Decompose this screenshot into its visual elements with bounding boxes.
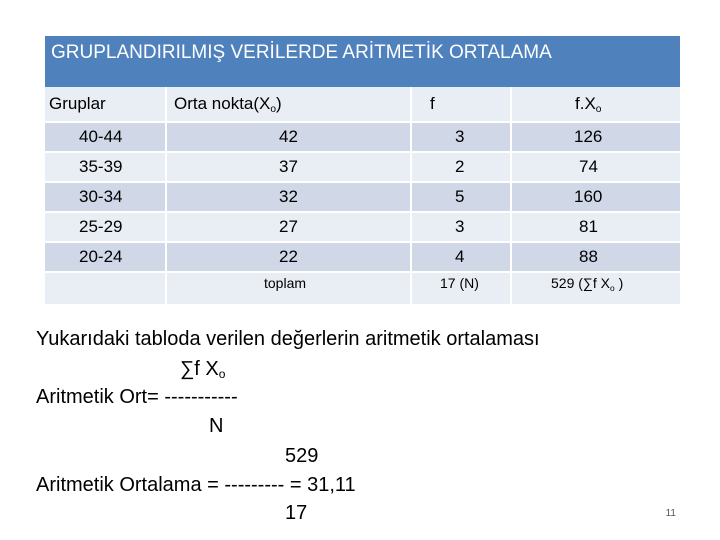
header-frequency: f: [412, 87, 512, 123]
cell-midpoint: 27: [167, 213, 412, 243]
table-header-row: [45, 87, 680, 123]
cell-midpoint: 32: [167, 183, 412, 213]
cell-frequency: 2: [412, 153, 512, 183]
cell-frequency: 3: [412, 213, 512, 243]
data-table: [45, 87, 680, 306]
result-label: Aritmetik Ortalama = --------- = 31,11: [36, 474, 356, 496]
cell-group: 35-39: [45, 153, 167, 183]
cell-frequency: 3: [412, 123, 512, 153]
cell-product: 160: [512, 183, 680, 213]
table-row: [45, 153, 680, 183]
page-number: 11: [665, 508, 676, 519]
slide-title: [45, 36, 680, 87]
cell-group: 40-44: [45, 123, 167, 153]
result-numerator: 529: [285, 445, 319, 467]
cell-midpoint: 37: [167, 153, 412, 183]
cell-product: 74: [512, 153, 680, 183]
header-product: $f.X_o$: [512, 87, 680, 123]
cell-group: 30-34: [45, 183, 167, 213]
header-groups: Gruplar: [45, 87, 167, 123]
table-row: [45, 243, 680, 273]
footer-product-total: 529 (∑f $X_o$ ): [512, 273, 680, 306]
formula-denominator: N: [209, 415, 224, 437]
slide-title-text: GRUPLANDIRILMIŞ VERİLERDE ARİTMETİK ORTALAMA: [51, 42, 552, 63]
cell-midpoint: 22: [167, 243, 412, 273]
table-row: [45, 183, 680, 213]
formula-label: Aritmetik Ort= -----------: [36, 386, 238, 408]
header-midpoint: Orta $nokta(X_o)$: [167, 87, 412, 123]
explanation-line: Yukarıdaki tabloda verilen değerlerin aritmetik ortalaması: [36, 328, 540, 350]
table-footer-row: [45, 273, 680, 306]
footer-total-label: toplam: [167, 273, 412, 306]
table-row: [45, 123, 680, 153]
cell-group: 20-24: [45, 243, 167, 273]
cell-product: 126: [512, 123, 680, 153]
cell-group: 25-29: [45, 213, 167, 243]
cell-midpoint: 42: [167, 123, 412, 153]
table-row: [45, 213, 680, 243]
footer-empty-cell: [45, 273, 167, 306]
footer-frequency-total: 17 (N): [412, 273, 512, 306]
cell-product: 88: [512, 243, 680, 273]
cell-product: 81: [512, 213, 680, 243]
result-denominator: 17: [285, 502, 308, 524]
cell-frequency: 5: [412, 183, 512, 213]
cell-frequency: 4: [412, 243, 512, 273]
formula-numerator: ∑f $X_o$: [180, 358, 226, 381]
